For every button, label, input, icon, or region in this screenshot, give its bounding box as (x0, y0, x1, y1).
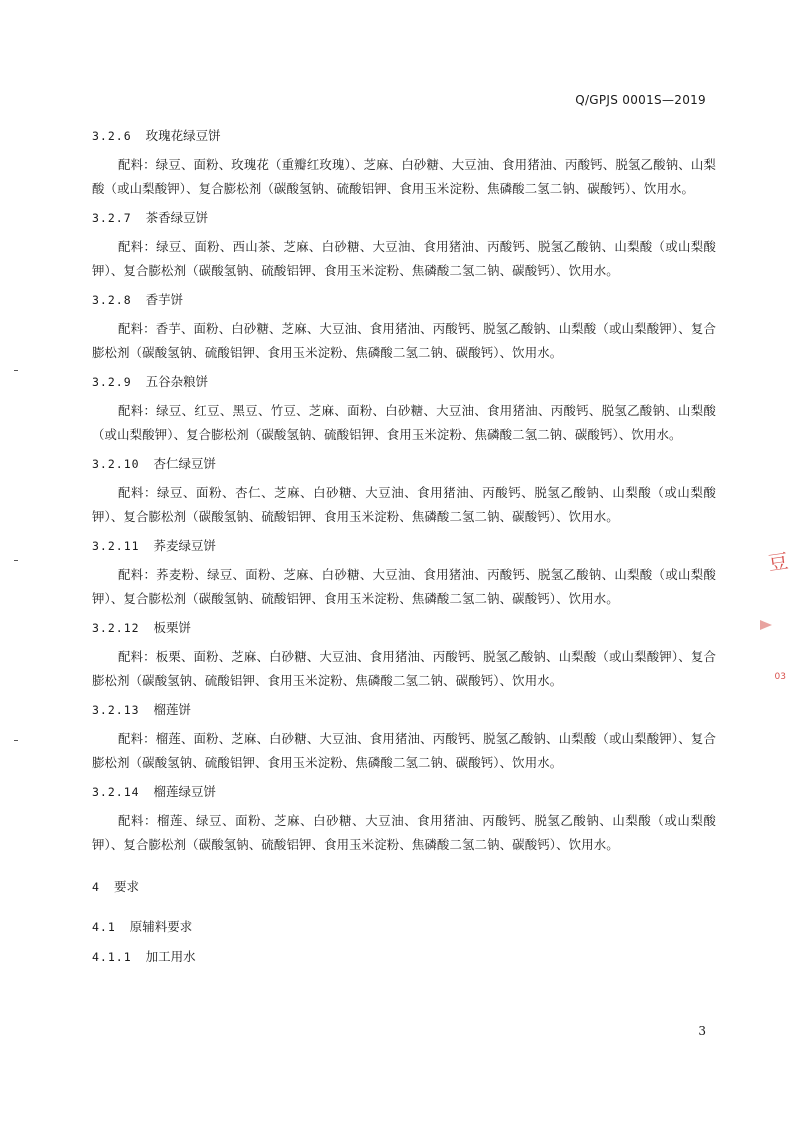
section-number: 3.2.10 (92, 457, 140, 471)
section-title: 荞麦绿豆饼 (153, 538, 217, 553)
section-3-2-8 (92, 291, 716, 364)
section-number: 3.2.12 (92, 621, 140, 635)
scan-mark (14, 740, 18, 741)
ingredients-paragraph: 配料：绿豆、面粉、杏仁、芝麻、白砂糖、大豆油、食用猪油、丙酸钙、脱氢乙酸钠、山梨酸（或山梨酸钾）、复合膨松剂（碳酸氢钠、硫酸铝钾、食用玉米淀粉、焦磷酸二氢二钠、碳酸钙）、饮用水。 (92, 485, 716, 524)
section-heading (92, 209, 716, 227)
section-number: 3.2.14 (92, 785, 140, 799)
section-title: 板栗饼 (153, 620, 192, 635)
section-heading (92, 455, 716, 473)
section-heading (92, 373, 716, 391)
ingredients-paragraph: 配料：绿豆、面粉、西山茶、芝麻、白砂糖、大豆油、食用猪油、丙酸钙、脱氢乙酸钠、山梨酸（或山梨酸钾）、复合膨松剂（碳酸氢钠、硫酸铝钾、食用玉米淀粉、焦磷酸二氢二钠、碳酸钙）、饮用水。 (92, 239, 716, 278)
section-number: 3.2.9 (92, 375, 132, 389)
ingredients-paragraph: 配料：香芋、面粉、白砂糖、芝麻、大豆油、食用猪油、丙酸钙、脱氢乙酸钠、山梨酸（或山梨酸钾）、复合膨松剂（碳酸氢钠、硫酸铝钾、食用玉米淀粉、焦磷酸二氢二钠、碳酸钙）、饮用水。 (92, 321, 716, 360)
section-3-2-12 (92, 619, 716, 692)
section-3-2-7 (92, 209, 716, 282)
section-title: 香芋饼 (145, 292, 184, 307)
section-3-2-9 (92, 373, 716, 446)
section-title: 榴莲绿豆饼 (153, 784, 217, 799)
section-number: 3.2.7 (92, 211, 132, 225)
seal-mark (760, 620, 772, 630)
section-3-2-13 (92, 701, 716, 774)
section-title: 榴莲饼 (153, 702, 192, 717)
ingredients-paragraph: 配料：绿豆、面粉、玫瑰花（重瓣红玫瑰）、芝麻、白砂糖、大豆油、食用猪油、丙酸钙、脱氢乙酸钠、山梨酸（或山梨酸钾）、复合膨松剂（碳酸氢钠、硫酸铝钾、食用玉米淀粉、焦磷酸二氢二钠、碳酸钙）、饮用水。 (92, 157, 716, 196)
ingredients-paragraph: 配料：榴莲、面粉、芝麻、白砂糖、大豆油、食用猪油、丙酸钙、脱氢乙酸钠、山梨酸（或山梨酸钾）、复合膨松剂（碳酸氢钠、硫酸铝钾、食用玉米淀粉、焦磷酸二氢二钠、碳酸钙）、饮用水。 (92, 731, 716, 770)
section-heading (92, 127, 716, 145)
ingredients-paragraph: 配料：榴莲、绿豆、面粉、芝麻、白砂糖、大豆油、食用猪油、丙酸钙、脱氢乙酸钠、山梨酸（或山梨酸钾）、复合膨松剂（碳酸氢钠、硫酸铝钾、食用玉米淀粉、焦磷酸二氢二钠、碳酸钙）、饮用水。 (92, 813, 716, 852)
section-title: 茶香绿豆饼 (145, 210, 209, 225)
section-heading (92, 537, 716, 555)
section-3-2-6 (92, 127, 716, 200)
section-title: 杏仁绿豆饼 (153, 456, 217, 471)
red-seal-fragment: 豆 (766, 548, 790, 576)
heading-raw-materials (92, 918, 716, 936)
page-number: 3 (698, 1024, 706, 1038)
section-title: 要求 (113, 879, 139, 894)
ingredients-paragraph: 配料：板栗、面粉、芝麻、白砂糖、大豆油、食用猪油、丙酸钙、脱氢乙酸钠、山梨酸（或山梨酸钾）、复合膨松剂（碳酸氢钠、硫酸铝钾、食用玉米淀粉、焦磷酸二氢二钠、碳酸钙）、饮用水。 (92, 649, 716, 688)
ingredients-paragraph: 配料：荞麦粉、绿豆、面粉、芝麻、白砂糖、大豆油、食用猪油、丙酸钙、脱氢乙酸钠、山梨酸（或山梨酸钾）、复合膨松剂（碳酸氢钠、硫酸铝钾、食用玉米淀粉、焦磷酸二氢二钠、碳酸钙）、饮用水。 (92, 567, 716, 606)
section-number: 3.2.13 (92, 703, 140, 717)
document-code: Q/GPJS 0001S—2019 (575, 93, 706, 107)
seal-digits: 03 (774, 672, 786, 682)
section-number: 4 (92, 880, 100, 894)
section-number: 3.2.8 (92, 293, 132, 307)
section-number: 4.1 (92, 920, 116, 934)
section-3-2-10 (92, 455, 716, 528)
heading-processing-water (92, 948, 716, 966)
document-body (92, 127, 716, 966)
section-3-2-14 (92, 783, 716, 856)
section-number: 3.2.6 (92, 129, 132, 143)
section-heading (92, 783, 716, 801)
section-heading (92, 619, 716, 637)
ingredients-paragraph: 配料：绿豆、红豆、黑豆、竹豆、芝麻、面粉、白砂糖、大豆油、食用猪油、丙酸钙、脱氢乙酸钠、山梨酸（或山梨酸钾）、复合膨松剂（碳酸氢钠、硫酸铝钾、食用玉米淀粉、焦磷酸二氢二钠、碳酸钙）、饮用水。 (92, 403, 716, 442)
section-number: 3.2.11 (92, 539, 140, 553)
section-heading (92, 291, 716, 309)
section-number: 4.1.1 (92, 950, 132, 964)
heading-requirements (92, 878, 716, 896)
scan-mark (14, 370, 18, 371)
section-title: 五谷杂粮饼 (145, 374, 209, 389)
section-3-2-11 (92, 537, 716, 610)
section-title: 加工用水 (145, 949, 196, 964)
scan-mark (14, 560, 18, 561)
section-title: 玫瑰花绿豆饼 (145, 128, 221, 143)
section-heading (92, 701, 716, 719)
section-title: 原辅料要求 (129, 919, 193, 934)
